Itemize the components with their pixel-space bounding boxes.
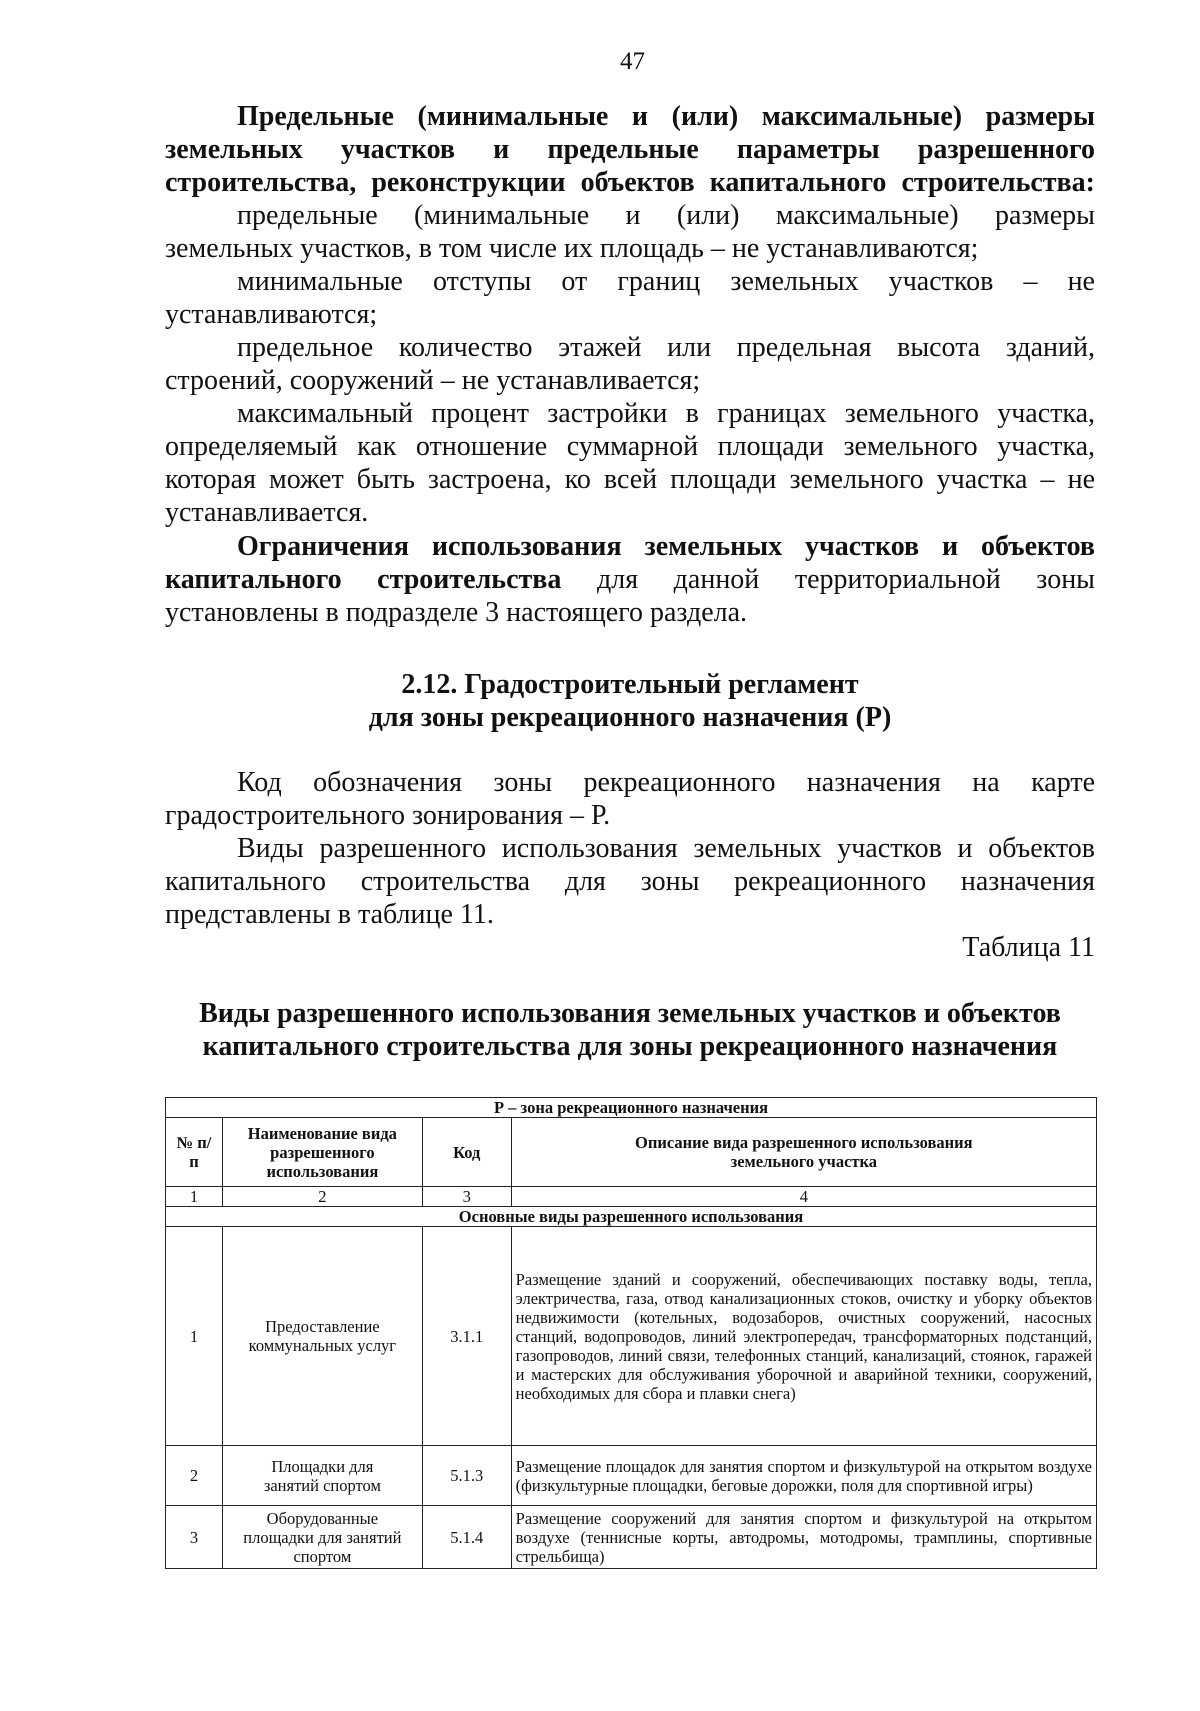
paragraph-line: предельные (минимальные и (или) максимальные) размеры (237, 200, 1095, 231)
paragraph-line: максимальный процент застройки в границах земельного участка, (237, 398, 1095, 429)
col-header-code: Код (422, 1118, 511, 1187)
heading-line: земельных участков и предельные параметры разрешенного (165, 134, 1095, 165)
table-column-number-row (166, 1187, 1097, 1207)
paragraph-line: предельное количество этажей или предельная высота зданий, (237, 332, 1095, 363)
section-title-line: для зоны рекреационного назначения (Р) (368, 702, 892, 733)
paragraph-line: Виды разрешенного использования земельных участков и объектов (237, 833, 1095, 864)
paragraph-line (165, 563, 1095, 596)
table-row (166, 1446, 1097, 1506)
row-description: Размещение площадок для занятия спортом и физкультурой на открытом воздухе (физкультурные площадки, беговые дорожки, поля для спортивной игры) (511, 1446, 1096, 1506)
table-title (150, 997, 1110, 1063)
table-row (166, 1506, 1097, 1569)
col-number: 1 (166, 1187, 223, 1207)
row-code: 5.1.3 (422, 1446, 511, 1506)
paragraph-line: Код обозначения зоны рекреационного назначения на карте (237, 767, 1095, 798)
col-header-name: Наименование вида разрешенного использования (222, 1118, 422, 1187)
bold-phrase: капитального строительства (165, 564, 562, 595)
section-paragraphs (165, 766, 1095, 964)
restrictions-paragraph (165, 530, 1095, 629)
paragraph-line: минимальные отступы от границ земельных участков – не (237, 266, 1095, 297)
paragraph-line: представлены в таблице 11. (165, 899, 494, 930)
section-title (165, 668, 1095, 734)
table-title-line: капитального строительства для зоны рекреационного назначения (202, 1031, 1058, 1062)
table-zone-header-row (166, 1098, 1097, 1118)
heading-line: Предельные (минимальные и (или) максимальные) размеры (237, 101, 1095, 132)
row-code: 3.1.1 (422, 1227, 511, 1446)
paragraph-line: Ограничения использования земельных участков и объектов (237, 531, 1095, 562)
heading-line: строительства, реконструкции объектов капитального строительства: (165, 167, 1095, 198)
zone-header: Р – зона рекреационного назначения (166, 1098, 1097, 1118)
col-header-description: Описание вида разрешенного использования земельного участка (511, 1118, 1096, 1187)
paragraph-line: установлены в подразделе 3 настоящего раздела. (165, 597, 748, 628)
row-name: Предоставление коммунальных услуг (222, 1227, 422, 1446)
row-code: 5.1.4 (422, 1506, 511, 1569)
paragraph-line: устанавливается. (165, 497, 369, 528)
requirements-paragraphs (165, 199, 1095, 529)
table-title-line: Виды разрешенного использования земельных участков и объектов (199, 998, 1061, 1029)
group-header: Основные виды разрешенного использования (166, 1207, 1097, 1227)
paragraph-line: градостроительного зонирования – Р. (165, 800, 611, 831)
row-number: 2 (166, 1446, 223, 1506)
requirements-heading (165, 100, 1095, 199)
paragraph-line: устанавливаются; (165, 299, 378, 330)
paragraph-line: определяемый как отношение суммарной площади земельного участка, (165, 431, 1095, 462)
col-number: 4 (511, 1187, 1096, 1207)
paragraph-line: земельных участков, в том числе их площадь – не устанавливаются; (165, 233, 979, 264)
phrase: для данной территориальной зоны (561, 564, 1095, 595)
row-number: 1 (166, 1227, 223, 1446)
row-name: Оборудованные площадки для занятий спортом (222, 1506, 422, 1569)
page-number: 47 (620, 48, 645, 75)
table-column-header-row (166, 1118, 1097, 1187)
section-title-line: 2.12. Градостроительный регламент (401, 669, 859, 700)
col-header-number: № п/п (166, 1118, 223, 1187)
paragraph-line: строений, сооружений – не устанавливается; (165, 365, 701, 396)
table-group-header-row (166, 1207, 1097, 1227)
row-description: Размещение сооружений для занятия спортом и физкультурой на открытом воздухе (теннисные корты, автодромы, мотодромы, трамплины, спортивные стрельбища) (511, 1506, 1096, 1569)
col-number: 2 (222, 1187, 422, 1207)
land-use-table (165, 1097, 1097, 1569)
col-number: 3 (422, 1187, 511, 1207)
row-description: Размещение зданий и сооружений, обеспечивающих поставку воды, тепла, электричества, газа, отвод канализационных стоков, очистку и уборку объектов недвижимости (котельных, водозаборов, очистных сооружений, насосных станций, водопроводов, линий электропередач, трансформаторных подстанций, газопроводов, линий связи, телефонных станций, канализаций, стоянок, гаражей и мастерских для обслуживания уборочной и аварийной техники, сооружений, необходимых для сбора и плавки снега) (511, 1227, 1096, 1446)
table-row (166, 1227, 1097, 1446)
paragraph-line: которая может быть застроена, ко всей площади земельного участка – не (165, 464, 1095, 495)
paragraph-line: капитального строительства для зоны рекреационного назначения (165, 866, 1095, 897)
row-number: 3 (166, 1506, 223, 1569)
row-name: Площадки для занятий спортом (222, 1446, 422, 1506)
table-label: Таблица 11 (962, 932, 1095, 963)
